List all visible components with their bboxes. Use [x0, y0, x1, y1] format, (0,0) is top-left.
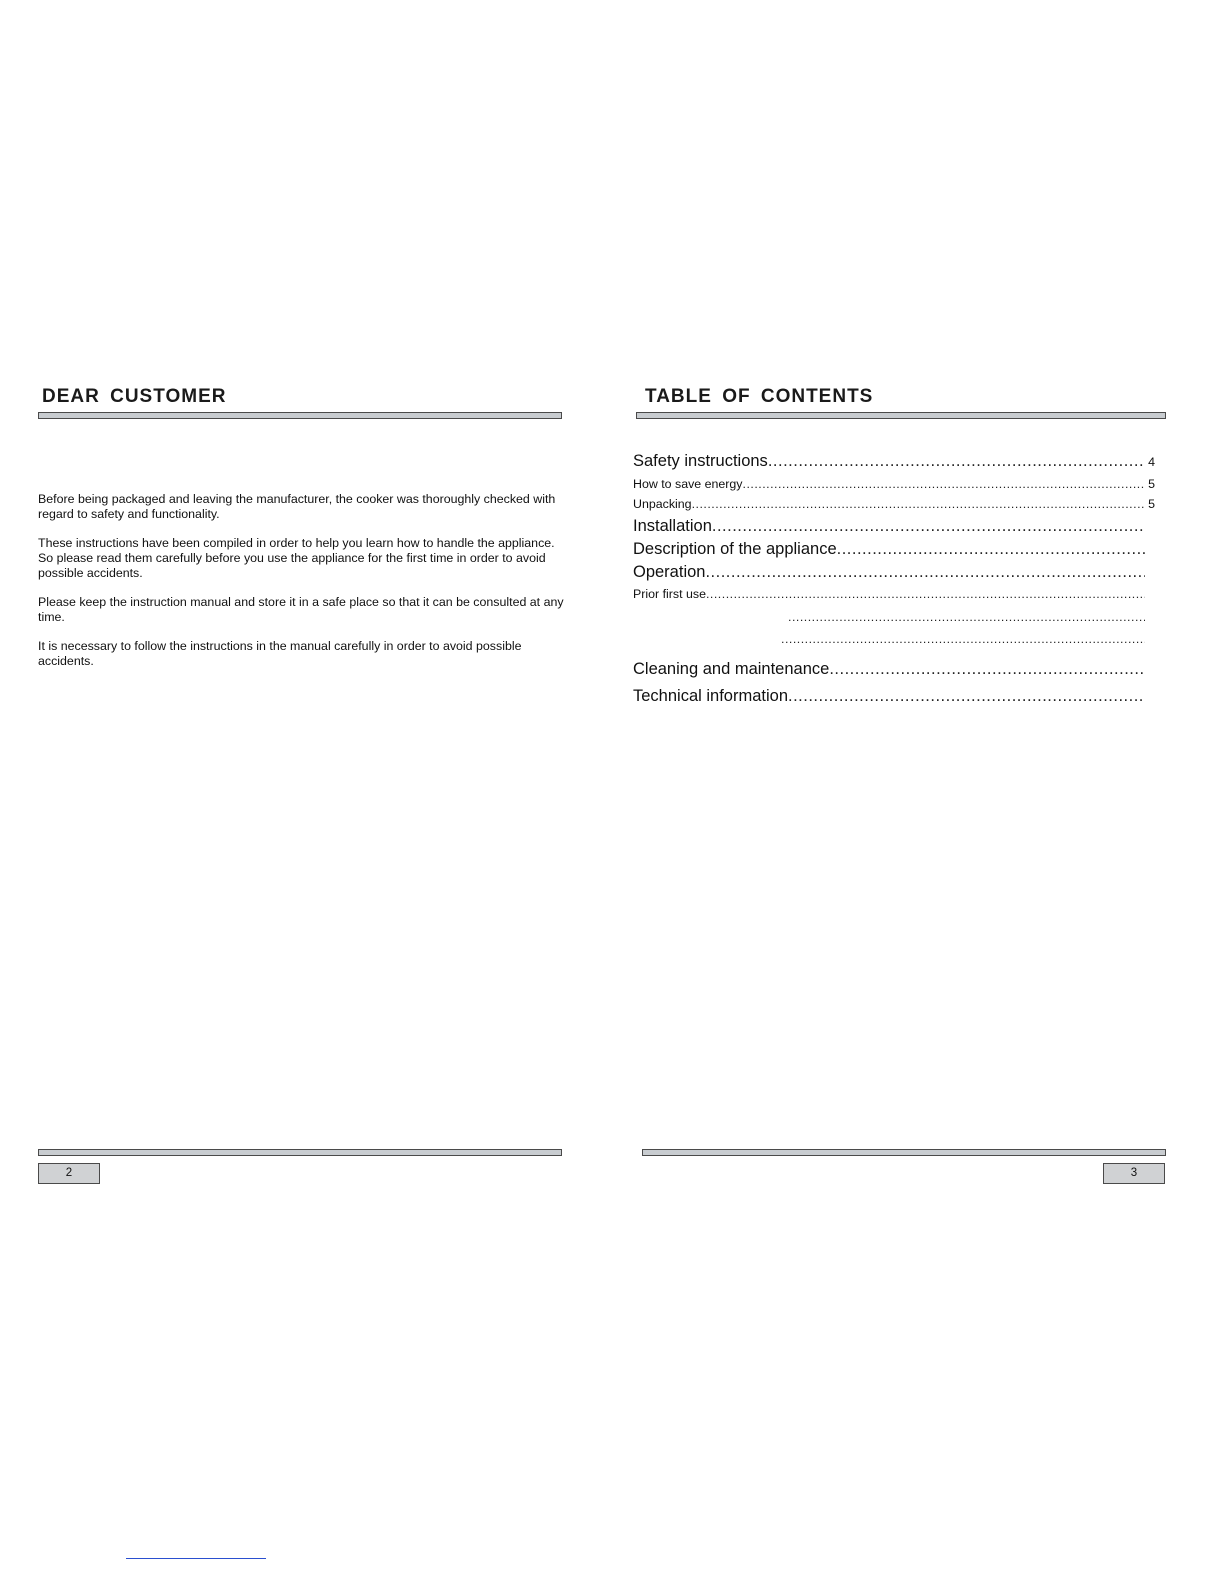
toc-leader-dots — [692, 497, 1145, 511]
toc-entry-title: Description of the appliance — [633, 540, 837, 558]
toc-entry-unlabeled-1[interactable] — [788, 610, 1155, 624]
toc-entry-unpacking[interactable] — [633, 497, 1155, 511]
toc-entry-title: Unpacking — [633, 497, 692, 511]
toc-entry-title: Cleaning and maintenance — [633, 660, 830, 678]
dear-customer-heading: DEAR CUSTOMER — [42, 386, 227, 407]
page-number-right: 3 — [1103, 1163, 1165, 1184]
toc-entry-title: Safety instructions — [633, 452, 768, 470]
toc-entry-installation[interactable] — [633, 517, 1155, 536]
toc-entry-unlabeled-2[interactable] — [781, 632, 1155, 646]
toc-entry-page: 5 — [1148, 497, 1155, 511]
toc-entry-title: Technical information — [633, 687, 788, 705]
toc-entry-prior-first-use[interactable] — [633, 587, 1155, 601]
toc-leader-dots — [837, 540, 1145, 559]
toc-entry-title: Installation — [633, 517, 712, 535]
toc-entry-page: 5 — [1148, 477, 1155, 491]
toc-leader-dots — [788, 687, 1145, 706]
toc-leader-dots — [829, 660, 1145, 679]
toc-entry-safety-instructions[interactable] — [633, 452, 1155, 471]
toc-entry-title: Operation — [633, 563, 706, 581]
toc-leader-dots — [712, 517, 1145, 536]
toc-leader-dots — [768, 452, 1145, 471]
toc-leader-dots — [706, 587, 1145, 601]
toc-entry-operation[interactable] — [633, 563, 1155, 582]
intro-paragraph-2: These instructions have been compiled in order to help you learn how to handle the appliance. So please read them carefully before you use the appliance for the first time in order to avoid possible accidents. — [38, 536, 555, 580]
footer-rule-left — [38, 1149, 562, 1156]
intro-paragraph-4: It is necessary to follow the instructions in the manual carefully in order to avoid possible accidents. — [38, 639, 522, 668]
toc-entry-title: How to save energy — [633, 477, 743, 491]
toc-entry-technical-information[interactable] — [633, 687, 1155, 706]
toc-leader-dots — [743, 477, 1145, 491]
toc-entry-description-of-the-appliance[interactable] — [633, 540, 1155, 559]
toc-entry-page: 4 — [1148, 455, 1155, 469]
toc-leader-dots — [705, 563, 1145, 582]
heading-rule-right — [636, 412, 1166, 419]
footer-rule-right — [642, 1149, 1166, 1156]
heading-rule-left — [38, 412, 562, 419]
footer-link-underline — [126, 1558, 266, 1559]
toc-leader-dots — [788, 610, 1145, 624]
toc-leader-dots — [781, 632, 1145, 646]
intro-paragraph-3: Please keep the instruction manual and store it in a safe place so that it can be consulted at any time. — [38, 595, 564, 624]
table-of-contents-heading: TABLE OF CONTENTS — [645, 386, 874, 407]
toc-entry-cleaning-and-maintenance[interactable] — [633, 660, 1155, 679]
toc-entry-how-to-save-energy[interactable] — [633, 477, 1155, 491]
toc-entry-title: Prior first use — [633, 587, 706, 601]
intro-paragraph-1: Before being packaged and leaving the manufacturer, the cooker was thoroughly checked with regard to safety and functionality. — [38, 492, 556, 521]
page-number-left: 2 — [38, 1163, 100, 1184]
